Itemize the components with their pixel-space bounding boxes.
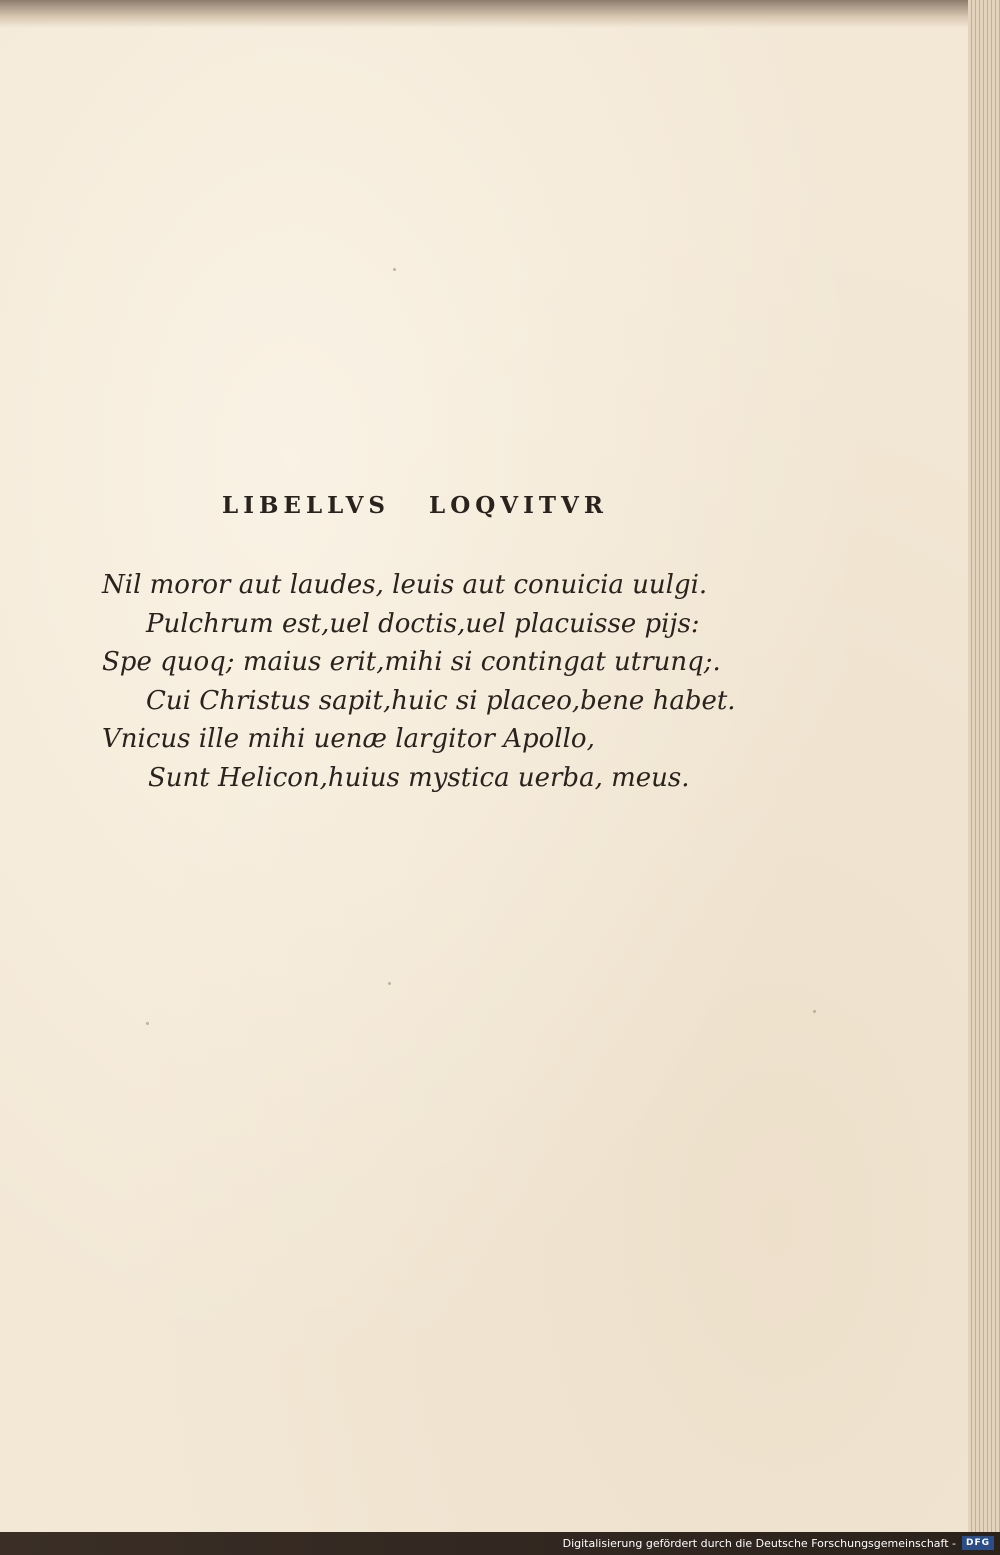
poem-line: Spe quoq; maius erit,mihi si contingat utrunq;. bbox=[102, 647, 721, 677]
poem-line: Sunt Helicon,huius mystica uerba, meus. bbox=[148, 762, 690, 793]
paper-fleck bbox=[813, 1010, 816, 1013]
paper-fleck bbox=[146, 1022, 149, 1025]
paper-fleck bbox=[393, 268, 396, 271]
poem-line: Pulchrum est,uel doctis,uel placuisse pijs: bbox=[146, 608, 700, 639]
poem-line: Nil moror aut laudes, leuis aut conuicia uulgi. bbox=[102, 570, 708, 600]
poem-line: Vnicus ille mihi uenæ largitor Apollo, bbox=[102, 724, 595, 754]
poem-line: Cui Christus sapit,huic si placeo,bene habet. bbox=[146, 685, 736, 716]
poem-heading: LIBELLVS LOQVITVR bbox=[222, 492, 608, 519]
paper-fleck bbox=[388, 982, 391, 985]
poem-text bbox=[102, 566, 736, 797]
footer-credit: Digitalisierung gefördert durch die Deutsche Forschungsgemeinschaft - bbox=[562, 1537, 956, 1550]
page-top-edge bbox=[0, 0, 1000, 28]
dfg-logo: DFG bbox=[962, 1536, 994, 1550]
page-fore-edge bbox=[968, 0, 1000, 1532]
